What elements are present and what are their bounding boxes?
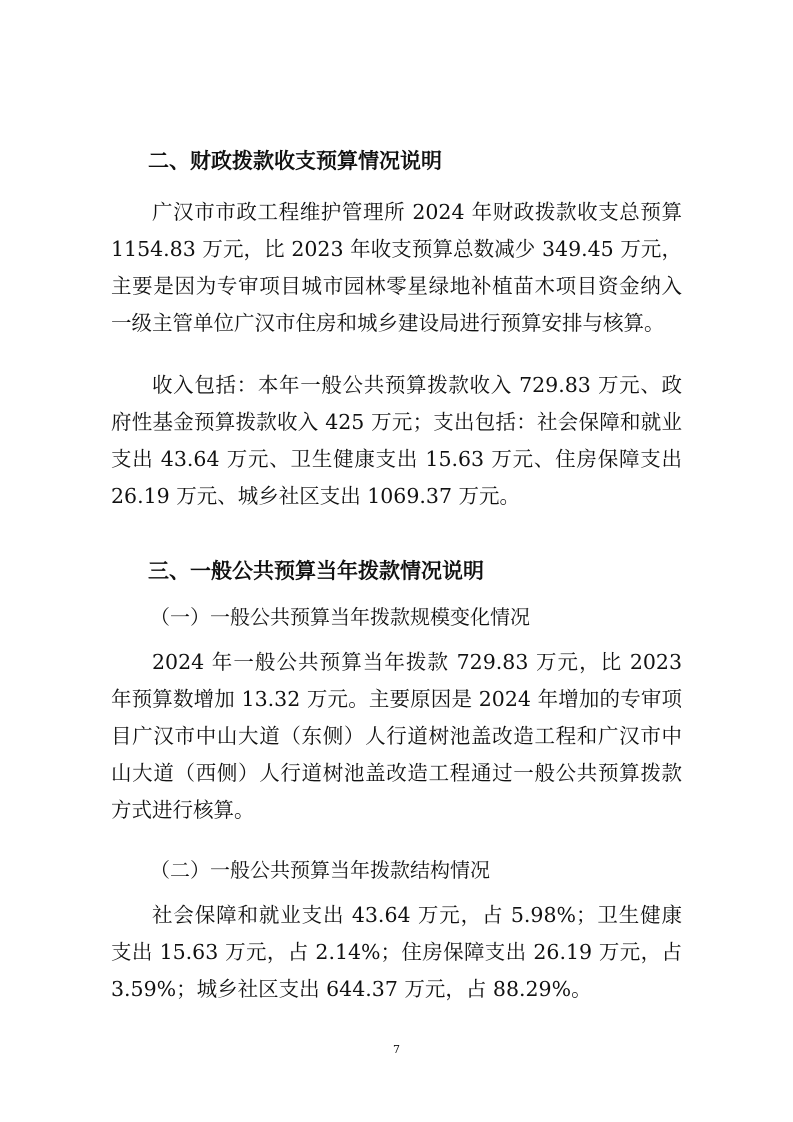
section-2-heading: 二、财政拨款收支预算情况说明 [148,149,442,173]
page-number: 7 [393,1043,400,1056]
section-2-paragraph-2: 收入包括：本年一般公共预算拨款收入 729.83 万元、政府性基金预算拨款收入 425 万元；支出包括：社会保障和就业支出 43.64 万元、卫生健康支出 15.63 万元、住房保障支出 26.19 万元、城乡社区支出 1069.37 万元。 [111,373,682,508]
subsection-2-title: （二）一般公共预算当年拨款结构情况 [150,858,490,882]
subsection-2-paragraph: 社会保障和就业支出 43.64 万元，占 5.98%；卫生健康支出 15.63 万元，占 2.14%；住房保障支出 26.19 万元，占 3.59%；城乡社区支出 644.37 万元，占 88.29%。 [111,903,682,1001]
subsection-1-title: （一）一般公共预算当年拨款规模变化情况 [150,605,530,629]
section-3-heading: 三、一般公共预算当年拨款情况说明 [148,559,484,583]
subsection-1-paragraph: 2024 年一般公共预算当年拨款 729.83 万元，比 2023 年预算数增加 13.32 万元。主要原因是 2024 年增加的专审项目广汉市中山大道（东侧）人行道树池盖改造工程和广汉市中山大道（西侧）人行道树池盖改造工程通过一般公共预算拨款方式进行核算。 [111,650,682,822]
section-2-paragraph-1: 广汉市市政工程维护管理所 2024 年财政拨款收支总预算 1154.83 万元，比 2023 年收支预算总数减少 349.45 万元，主要是因为专审项目城市园林零星绿地补植苗木项目资金纳入一级主管单位广汉市住房和城乡建设局进行预算安排与核算。 [111,200,682,335]
